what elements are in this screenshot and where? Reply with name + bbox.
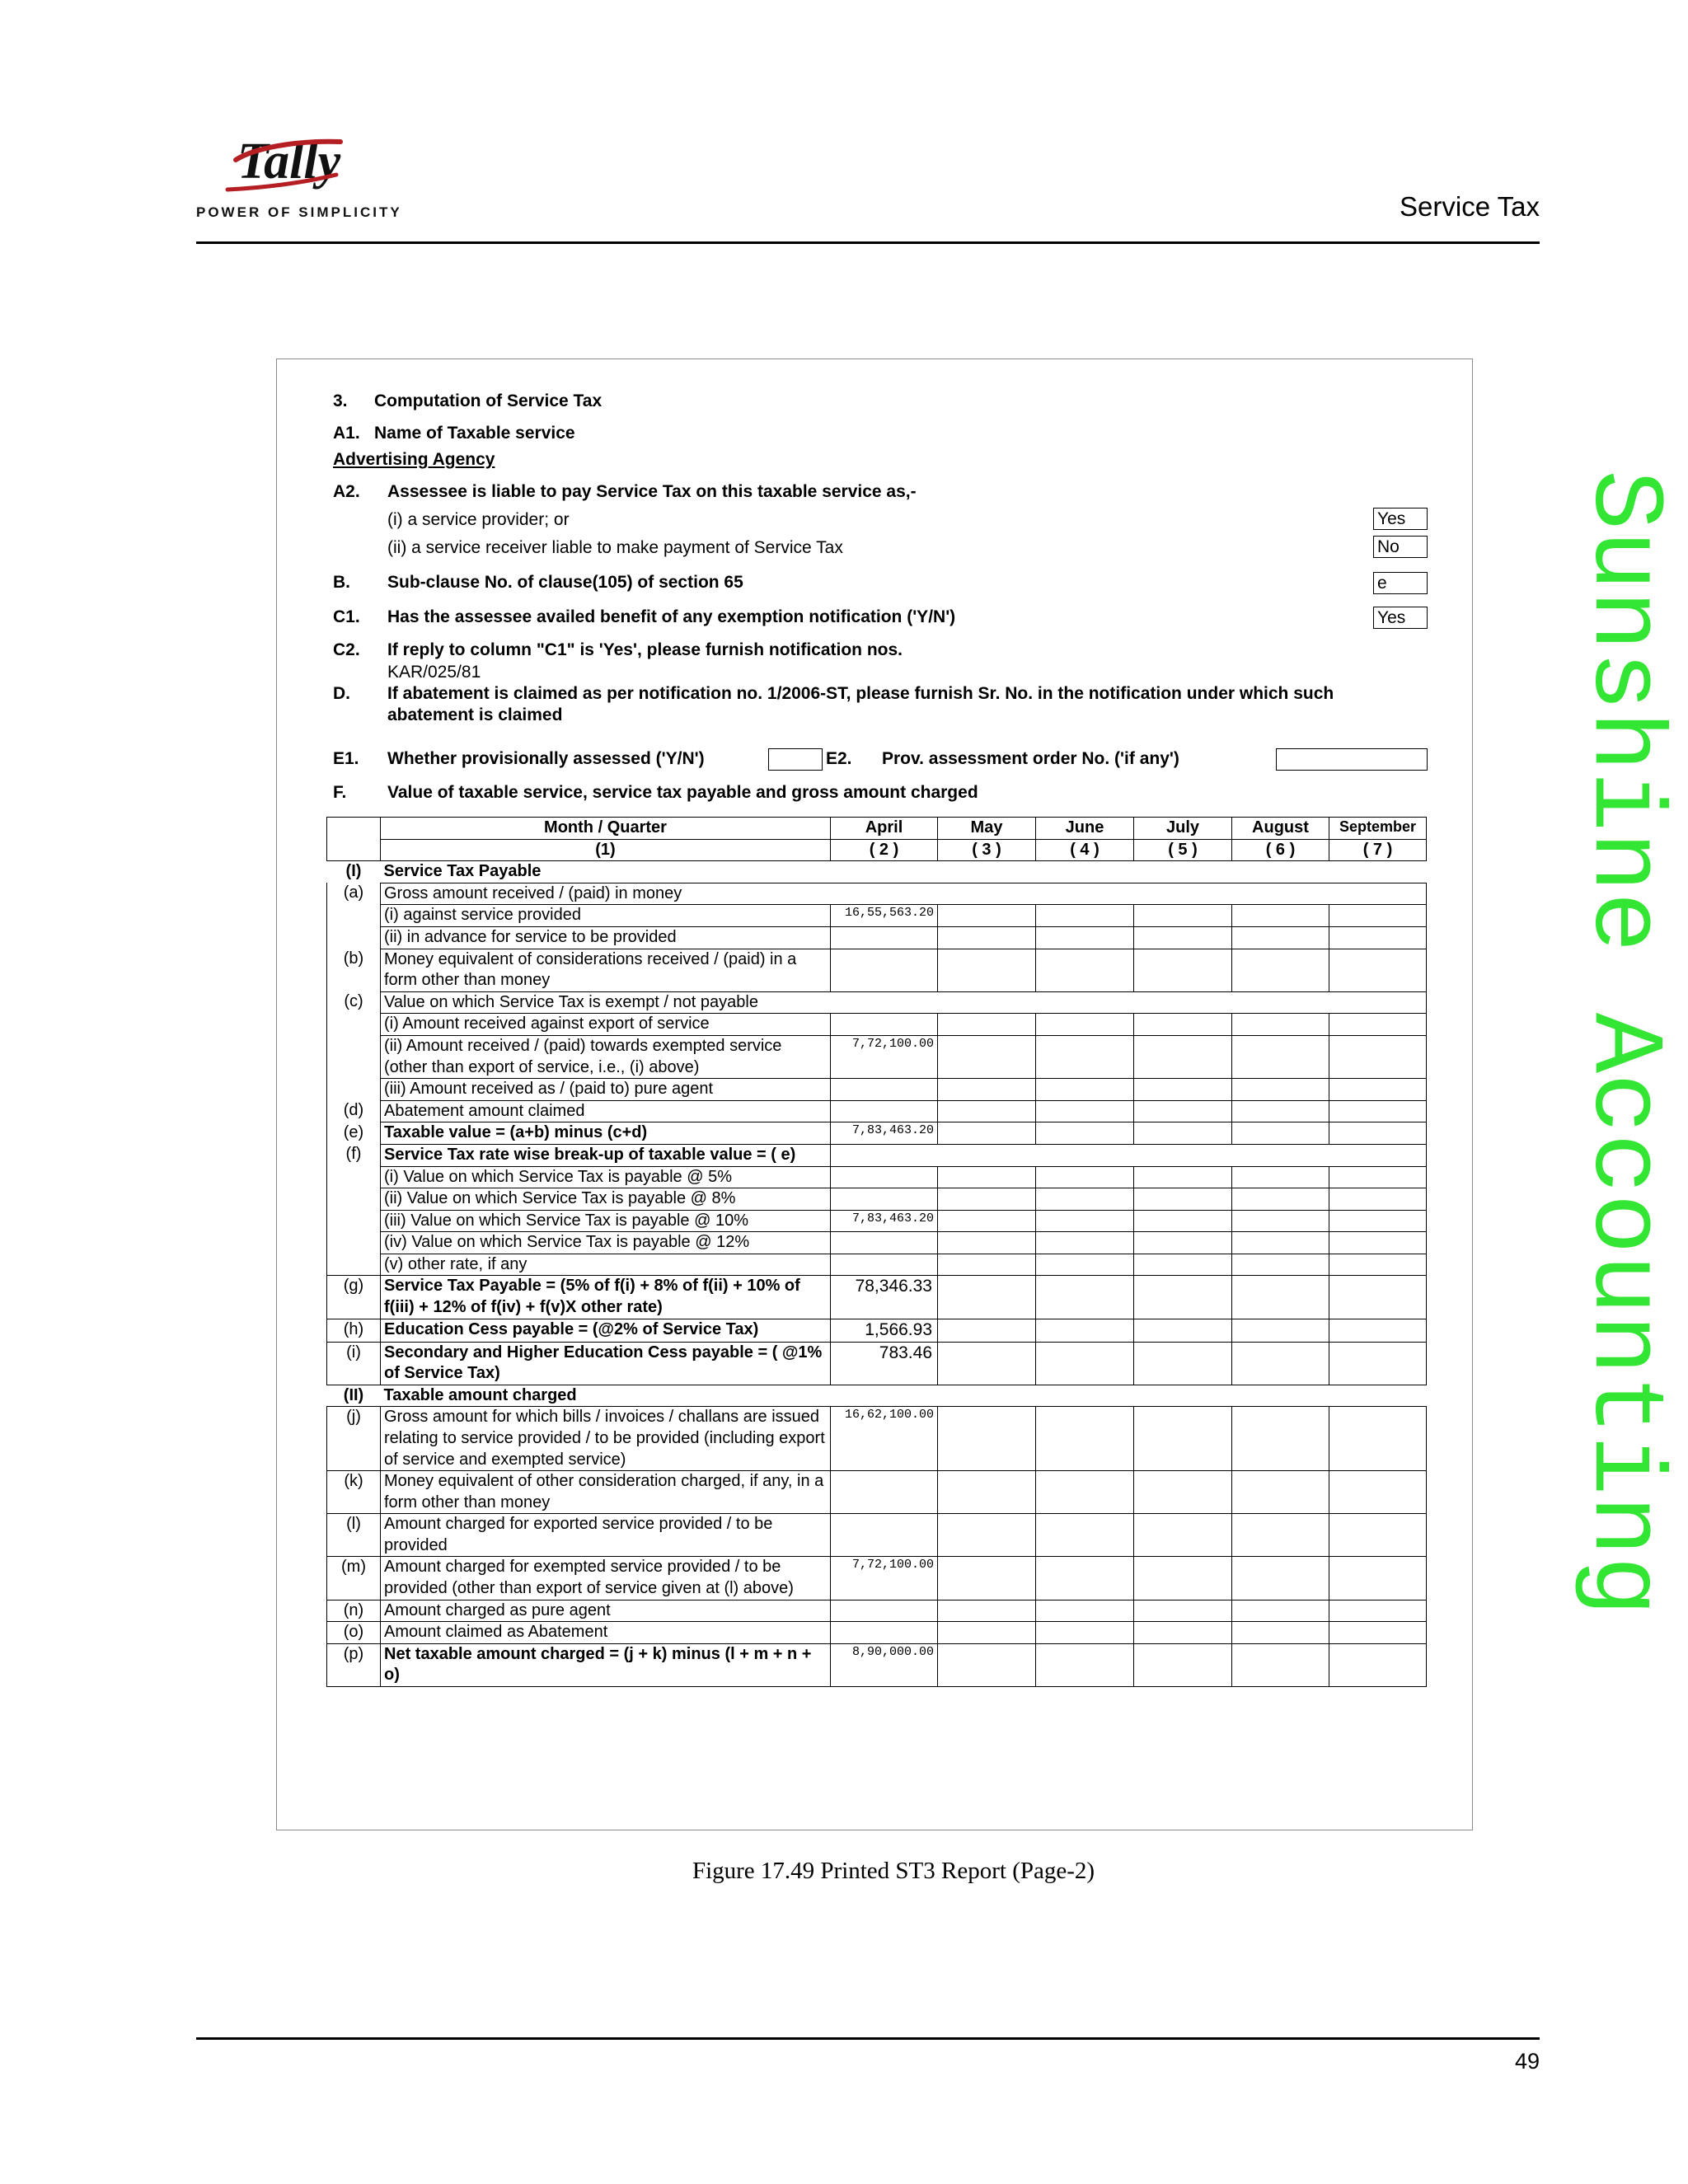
table-row-n — [327, 1600, 1427, 1622]
april-value — [831, 1471, 938, 1514]
april-value — [831, 1079, 938, 1101]
month-may: May — [938, 818, 1036, 840]
april-value: 8,90,000.00 — [831, 1643, 938, 1686]
section2-label: (II) — [343, 1385, 364, 1404]
april-value — [831, 1232, 938, 1254]
row-label: (n) — [327, 1600, 381, 1622]
row-label: (l) — [327, 1514, 381, 1557]
row-label: (p) — [327, 1643, 381, 1686]
table-row-c-ii — [327, 1035, 1427, 1078]
table-row-k — [327, 1471, 1427, 1514]
section-number: 3. — [333, 391, 348, 410]
table-row-h — [327, 1319, 1427, 1342]
row-text: Gross amount received / (paid) in money — [381, 883, 1427, 905]
april-value — [831, 1014, 938, 1036]
col-num-2: ( 2 ) — [831, 839, 938, 861]
table-row-a-i — [327, 905, 1427, 927]
row-text: Abatement amount claimed — [381, 1100, 831, 1122]
row-text: Value on which Service Tax is exempt / not payable — [381, 991, 1427, 1014]
a2-receiver-value: No — [1373, 536, 1428, 558]
table-row-a-ii — [327, 926, 1427, 949]
a2-number: A2. — [333, 482, 360, 501]
page-title: Service Tax — [1400, 191, 1540, 222]
row-label: (a) — [327, 883, 381, 905]
b-subclause-value: e — [1373, 572, 1428, 594]
col-num-3: ( 3 ) — [938, 839, 1036, 861]
service-tax-table — [326, 817, 1427, 1687]
table-row-f-ii — [327, 1188, 1427, 1211]
april-value — [831, 1100, 938, 1122]
table-header-num-row — [327, 839, 1427, 861]
tally-logo-text: Tally — [237, 134, 341, 190]
april-value: 16,55,563.20 — [831, 905, 938, 927]
row-text: Service Tax Payable = (5% of f(i) + 8% of f(ii) + 10% of f(iii) + 12% of f(iv) + f(v)X other rate) — [381, 1276, 831, 1319]
b-title: Sub-clause No. of clause(105) of section 65 — [387, 573, 743, 592]
table-row-o — [327, 1622, 1427, 1644]
d-title-line1: If abatement is claimed as per notification no. 1/2006-ST, please furnish Sr. No. in the notification under which such — [387, 684, 1334, 703]
row-label: (h) — [327, 1319, 381, 1342]
c1-number: C1. — [333, 607, 360, 626]
table-row-b — [327, 949, 1427, 991]
row-label: (e) — [327, 1122, 381, 1145]
row-label: (g) — [327, 1276, 381, 1319]
a2-option-provider: (i) a service provider; or — [387, 510, 570, 529]
section1-title: Service Tax Payable — [381, 861, 1427, 883]
header-divider — [196, 241, 1540, 244]
table-row-e — [327, 1122, 1427, 1145]
row-text: (iii) Amount received as / (paid to) pure agent — [381, 1079, 831, 1101]
c2-number: C2. — [333, 640, 360, 659]
april-value: 7,72,100.00 — [831, 1557, 938, 1600]
st3-form — [277, 359, 1472, 1830]
logo-tagline: POWER OF SIMPLICITY — [196, 204, 402, 220]
col-num-6: ( 6 ) — [1232, 839, 1329, 861]
c1-exemption-value: Yes — [1373, 607, 1428, 629]
table-row-g — [327, 1276, 1427, 1319]
e2-title: Prov. assessment order No. ('if any') — [882, 749, 1179, 768]
section-service-tax-payable — [327, 861, 1427, 883]
table-row-c — [327, 991, 1427, 1014]
april-value — [831, 949, 938, 991]
row-text: Service Tax rate wise break-up of taxable value = ( e) — [381, 1144, 831, 1166]
table-row-j — [327, 1407, 1427, 1471]
e1-number: E1. — [333, 749, 359, 768]
table-header-row — [327, 818, 1427, 840]
month-june: June — [1036, 818, 1134, 840]
watermark: Sunshine Accounting — [1566, 470, 1681, 1617]
april-value: 7,72,100.00 — [831, 1035, 938, 1078]
row-text: (ii) Amount received / (paid) towards exempted service (other than export of service, i.e., (i) above) — [381, 1035, 831, 1078]
april-value — [831, 1188, 938, 1211]
april-value — [831, 1622, 938, 1644]
d-number: D. — [333, 684, 350, 703]
april-value: 78,346.33 — [831, 1276, 938, 1319]
tally-logo-mark — [196, 132, 345, 198]
a1-number: A1. — [333, 424, 360, 443]
row-text: (i) against service provided — [381, 905, 831, 927]
row-label: (c) — [327, 991, 381, 1014]
april-value — [831, 1254, 938, 1276]
e2-number: E2. — [826, 749, 852, 768]
col-num-7: ( 7 ) — [1329, 839, 1427, 861]
april-value: 1,566.93 — [831, 1319, 938, 1342]
table-row-f-iv — [327, 1232, 1427, 1254]
month-quarter-header: Month / Quarter — [381, 818, 831, 840]
tally-logo — [196, 132, 402, 223]
st3-report-figure — [276, 359, 1473, 1830]
row-text: (ii) Value on which Service Tax is payable @ 8% — [381, 1188, 831, 1211]
row-label: (k) — [327, 1471, 381, 1514]
row-text: Education Cess payable = (@2% of Service Tax) — [381, 1319, 831, 1342]
section1-label: (I) — [345, 862, 362, 881]
table-row-a — [327, 883, 1427, 905]
row-text: (iv) Value on which Service Tax is payable @ 12% — [381, 1232, 831, 1254]
april-value: 7,83,463.20 — [831, 1210, 938, 1232]
e1-title: Whether provisionally assessed ('Y/N') — [387, 749, 705, 768]
table-row-f-v — [327, 1254, 1427, 1276]
row-label: (j) — [327, 1407, 381, 1471]
row-label: (b) — [327, 949, 381, 991]
section2-title: Taxable amount charged — [381, 1385, 1427, 1407]
f-number: F. — [333, 783, 347, 802]
row-text: Money equivalent of other consideration charged, if any, in a form other than money — [381, 1471, 831, 1514]
col-num-5: ( 5 ) — [1134, 839, 1232, 861]
figure-caption: Figure 17.49 Printed ST3 Report (Page-2) — [692, 1858, 1095, 1884]
april-value: 783.46 — [831, 1342, 938, 1385]
row-label: (o) — [327, 1622, 381, 1644]
month-august: August — [1232, 818, 1329, 840]
table-row-c-iii — [327, 1079, 1427, 1101]
row-text: Gross amount for which bills / invoices / challans are issued relating to service provided / to be provided (including export of service and exempted service) — [381, 1407, 831, 1471]
table-row-i — [327, 1342, 1427, 1385]
row-text: Amount charged for exported service provided / to be provided — [381, 1514, 831, 1557]
a2-option-receiver: (ii) a service receiver liable to make payment of Service Tax — [387, 538, 843, 557]
row-text: (ii) in advance for service to be provided — [381, 926, 831, 949]
row-text: (v) other rate, if any — [381, 1254, 831, 1276]
b-number: B. — [333, 573, 350, 592]
april-value — [831, 1600, 938, 1622]
d-title-line2: abatement is claimed — [387, 705, 563, 724]
table-row-p — [327, 1643, 1427, 1686]
c1-title: Has the assessee availed benefit of any exemption notification ('Y/N') — [387, 607, 956, 626]
table-row-c-i — [327, 1014, 1427, 1036]
row-text: Taxable value = (a+b) minus (c+d) — [381, 1122, 831, 1145]
month-september: September — [1329, 818, 1427, 840]
row-text: (i) Value on which Service Tax is payable @ 5% — [381, 1166, 831, 1188]
f-title: Value of taxable service, service tax payable and gross amount charged — [387, 783, 978, 802]
month-july: July — [1134, 818, 1232, 840]
table-row-d — [327, 1100, 1427, 1122]
table-row-l — [327, 1514, 1427, 1557]
row-text: Amount charged as pure agent — [381, 1600, 831, 1622]
month-april: April — [831, 818, 938, 840]
april-value — [831, 1514, 938, 1557]
c2-notification-number: KAR/025/81 — [387, 663, 481, 682]
a2-provider-value: Yes — [1373, 508, 1428, 530]
row-label: (i) — [327, 1342, 381, 1385]
row-text: Secondary and Higher Education Cess payable = ( @1% of Service Tax) — [381, 1342, 831, 1385]
row-text: Amount charged for exempted service provided / to be provided (other than export of service given at (l) above) — [381, 1557, 831, 1600]
row-text: (iii) Value on which Service Tax is payable @ 10% — [381, 1210, 831, 1232]
row-text: Money equivalent of considerations received / (paid) in a form other than money — [381, 949, 831, 991]
col-num-1: (1) — [381, 839, 831, 861]
april-value: 16,62,100.00 — [831, 1407, 938, 1471]
row-label: (m) — [327, 1557, 381, 1600]
table-row-m — [327, 1557, 1427, 1600]
april-value: 7,83,463.20 — [831, 1122, 938, 1145]
e1-provisional-value — [768, 748, 823, 771]
page-number: 49 — [1514, 2049, 1540, 2074]
row-text: Amount claimed as Abatement — [381, 1622, 831, 1644]
table-row-f-i — [327, 1166, 1427, 1188]
april-value — [831, 1166, 938, 1188]
e2-order-number-value — [1276, 748, 1428, 771]
a2-title: Assessee is liable to pay Service Tax on this taxable service as,- — [387, 482, 917, 501]
row-text: Net taxable amount charged = (j + k) minus (l + m + n + o) — [381, 1643, 831, 1686]
row-text: (i) Amount received against export of service — [381, 1014, 831, 1036]
a1-title: Name of Taxable service — [374, 424, 575, 443]
april-value — [831, 926, 938, 949]
table-row-f — [327, 1144, 1427, 1166]
taxable-service-name: Advertising Agency — [333, 450, 495, 469]
c2-title: If reply to column "C1" is 'Yes', please furnish notification nos. — [387, 640, 903, 659]
section-title: Computation of Service Tax — [374, 391, 603, 410]
section-taxable-amount-charged — [327, 1385, 1427, 1407]
col-num-4: ( 4 ) — [1036, 839, 1134, 861]
row-label: (d) — [327, 1100, 381, 1122]
footer-divider — [196, 2037, 1540, 2040]
table-row-f-iii — [327, 1210, 1427, 1232]
row-label: (f) — [327, 1144, 381, 1166]
